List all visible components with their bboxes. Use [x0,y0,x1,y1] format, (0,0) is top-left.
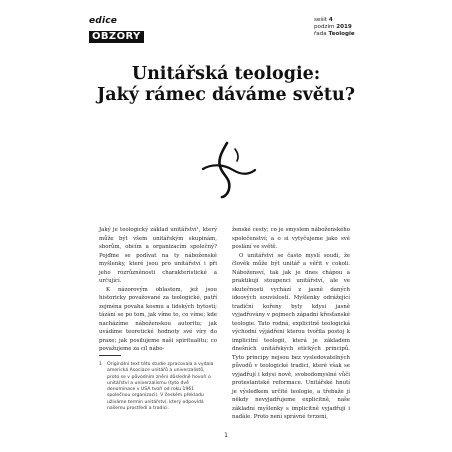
title-line-2: Jaký rámec dáváme světu? [96,85,355,105]
issue-label: sešit [314,17,328,23]
series-name: Teologie [328,31,355,37]
calligraphic-symbol-icon [191,139,261,199]
paragraph: O unitářství se často myslí soudí, že člověk může být unitář a věřit v cokoli. Nábožensví, tak jak je dnes chápou a praktikují stoupenci unitářství, ale ve skutečnosti vychází z jasně daných ideových souvislostí. Myšlenky odrážející tradiční kořeny byly kdysi jasně vyjadřovány v pojmech západní křesťanské teologie. Tato rodná, explicitně teologická východní výjádřeni kterou tvořila postoj k implicitní teologii, která je základem dnešních unitářských etických principů. Tyto principy nejsou bez vysledovatelných původů v teologické tradici, které však se vyjadřují i kdysi nově, svobodomyslné vůči protestantské reformace. Unitářské hnutí je výsledkem určité teologie, a třebaže jí někdy nevyjadřujeme explicitně, naše základní myšlenky s implicitně vyjadřují i nadále. Proto není správné tvrzení, [232,252,350,420]
right-column [232,226,350,422]
left-column [99,226,217,354]
footnote [99,362,217,412]
title-line-1: Unitářská teologie: [131,64,321,84]
logo-top-text: edice [89,16,118,26]
page-title [90,64,362,106]
footnote-number: 1 [99,362,102,367]
series-line [314,31,355,38]
issue-info [314,17,355,38]
season-line [314,24,355,31]
series-label: řada [314,31,327,37]
footnote-text: Originální text této studie zpracovala a vydala americká Asociace unitářů a univerzalistů, proto se v původním znění důsledně hovoří o unitářství a univerzalismu (tyto dvě denominace v USA tvoří od roku 1961 společnou organizaci). V českém překladu užíváme termín unitářství, který odpovídá našemu prostředí a tradici. [107,362,214,412]
footnote-divider [99,355,121,356]
page-number: 1 [224,432,228,439]
season: podzim [314,24,335,30]
series-logo [89,17,144,43]
issue-number: 4 [328,17,333,23]
paragraph: Jaký je teologický základ unitářství¹, který může být všem unitářským skupinám, sborům, obcím a organizacím společný? Pojďme se podívat na ty náboženské myšlenky, které jsou pro unitářství i při jeho rozrůzněnosti charakteristické a určující. [99,227,217,284]
issue-line [314,17,355,24]
logo-bottom-text: OBZORY [89,31,144,43]
paragraph: K názorovým oblastem, jež jsou historicky považované za teologické, patří zejména povaha kosmu a lidských bytostí; tázání se po tom, jak víme to, co víme; kde nacházíme náboženskou autoritu; jak uvádíme teoretické hodnoty své víry do praxe; jak posilujeme naši spiritualitu; co považujeme za cíl nábo- [99,286,217,352]
paragraph: ženské cesty; co je smyslem náboženského společenství; a o si vytyčujeme jako své poslání ve světě. [232,227,350,250]
year: 2019 [336,24,352,30]
